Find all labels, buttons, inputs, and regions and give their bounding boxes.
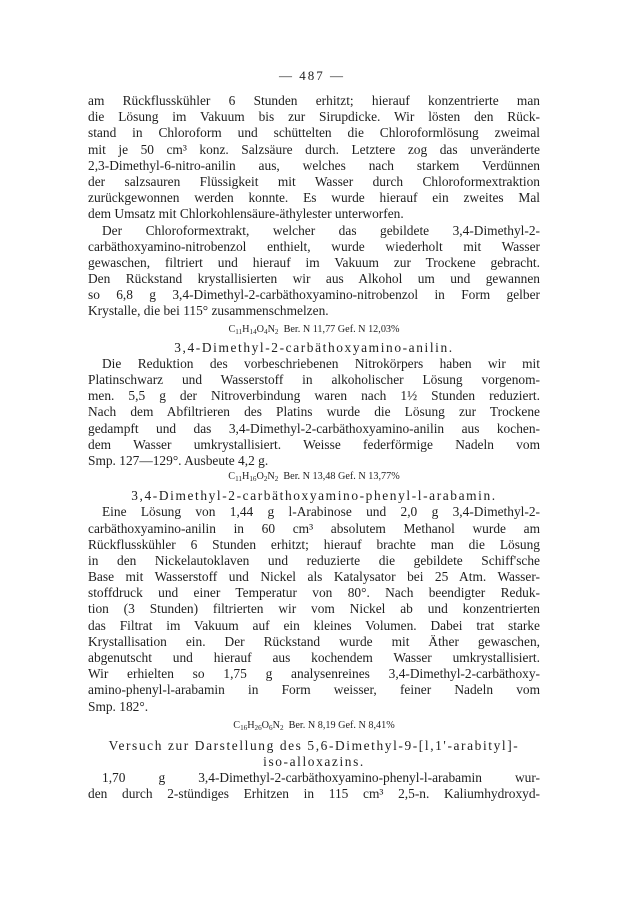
text-line: den durch 2-stündiges Erhitzen in 115 cm³ 2,5-n. Kaliumhydroxyd- [88, 786, 540, 802]
text-line: stoffdruck und einer Temperatur von 80°. Nach beendigter Reduk- [88, 585, 540, 601]
text-line: men. 5,5 g der Nitroverbindung waren nach 1½ Stunden reduziert. [88, 388, 540, 404]
text-line: Platinschwarz und Wasserstoff in alkoholischer Lösung vorgenom- [88, 372, 540, 387]
text-line: Krystallisation ein. Der Rückstand wurde mit Äther gewaschen, [88, 633, 540, 649]
text-line: dem Umsatz mit Chlorkohlensäure-äthylester unterworfen. [88, 206, 404, 222]
analysis-formula: $C_{11}H_{14}O_4N_2$ Ber. N 11,77 Gef. N 12,03% [228, 323, 400, 336]
analysis-formula: $C_{16}H_{26}O_6N_2$ Ber. N 8,19 Gef. N 8,41% [233, 719, 395, 732]
text-line: der salzsauren Flüssigkeit mit Wasser durch Chloroformextraktion [88, 173, 540, 189]
text-line: 2,3-Dimethyl-6-nitro-anilin aus, welches nach starkem Verdünnen [88, 157, 540, 173]
text-line: dem Wasser umkrystallisiert. Weisse federförmige Nadeln vom [88, 436, 540, 452]
text-line: Eine Lösung von 1,44 g l-Arabinose und 2,0 g 3,4-Dimethyl-2- [102, 504, 540, 520]
paragraph-continued [88, 93, 540, 223]
text-line: Base mit Wasserstoff und Nickel als Katalysator bei 25 Atm. Wasser- [88, 569, 540, 585]
text-line: carbäthoxyamino-anilin in 60 cm³ absolutem Methanol wurde am [88, 520, 540, 536]
text-line: das Filtrat im Vakuum auf ein kleines Volumen. Dabei trat starke [88, 617, 540, 633]
text-line: carbäthoxyamino-nitrobenzol enthielt, wurde wiederholt mit Wasser [88, 238, 540, 254]
text-line: tion (3 Stunden) filtrierten wir vom Nickel ab und konzentrierten [88, 601, 540, 617]
text-line: am Rückflusskühler 6 Stunden erhitzt; hierauf konzentrierte man [88, 93, 540, 108]
section-heading: 3,4-Dimethyl-2-carbäthoxyamino-phenyl-l-arabamin. [131, 488, 497, 504]
analysis-values: Ber. N 13,48 Gef. N 13,77% [283, 471, 400, 483]
text-line: Smp. 182°. [88, 698, 149, 714]
text-line: so 6,8 g 3,4-Dimethyl-2-carbäthoxyamino-nitrobenzol in Form gelber [88, 287, 540, 303]
text-line: Wir erhielten so 1,75 g analysenreines 3,4-Dimethyl-2-carbäthoxy- [88, 666, 540, 682]
text-line: zurückgewonnen werden konnte. Es wurde hierauf ein zweites Mal [88, 190, 540, 206]
text-line: Krystalle, die bei 115° zusammenschmelzen. [88, 303, 329, 319]
analysis-values: Ber. N 8,19 Gef. N 8,41% [288, 719, 395, 731]
text-line: Die Reduktion des vorbeschriebenen Nitrokörpers haben wir mit [102, 355, 540, 371]
analysis-values: Ber. N 11,77 Gef. N 12,03% [283, 323, 400, 335]
text-line: Rückflusskühler 6 Stunden erhitzt; hierauf brachte man die Lösung [88, 536, 540, 552]
paragraph [88, 356, 540, 469]
text-line: Der Chloroformextrakt, welcher das gebildete 3,4-Dimethyl-2- [102, 222, 540, 238]
text-line: stand in Chloroform und schüttelten die Chloroformlösung zweimal [88, 125, 540, 141]
text-line: in den Nickelautoklaven und reduzierte die gebildete Schiff'sche [88, 552, 540, 568]
text-line: Den Rückstand krystallisierten wir aus Alkohol um und gewannen [88, 271, 540, 287]
section-heading: Versuch zur Darstellung des 5,6-Dimethyl-9-[l,1'-arabityl]- [108, 737, 520, 753]
page-number: — 487 — [279, 68, 345, 83]
text-line: abgenutscht und hierauf aus kochendem Wasser umkrystallisiert. [88, 650, 540, 665]
text-line: die Lösung im Vakuum bis zur Sirupdicke. Wir lösten den Rück- [88, 109, 540, 125]
paragraph [88, 504, 540, 714]
section-heading: 3,4-Dimethyl-2-carbäthoxyamino-anilin. [174, 339, 454, 355]
text-line: gedampft und das 3,4-Dimethyl-2-carbäthoxyamino-anilin aus kochen- [88, 420, 540, 436]
text-line: gewaschen, filtriert und hierauf im Vakuum zur Trockene gebracht. [88, 254, 540, 270]
text-line: 1,70 g 3,4-Dimethyl-2-carbäthoxyamino-phenyl-l-arabamin wur- [102, 770, 540, 786]
paragraph [88, 770, 540, 802]
text-line: Smp. 127—129°. Ausbeute 4,2 g. [88, 452, 269, 468]
paragraph [88, 223, 540, 320]
analysis-formula: $C_{11}H_{16}O_2N_2$ Ber. N 13,48 Gef. N 13,77% [228, 471, 400, 484]
text-line: Nach dem Abfiltrieren des Platins wurde die Lösung zur Trockene [88, 404, 540, 420]
text-line: mit je 50 cm³ konz. Salzsäure durch. Letztere zog das unveränderte [88, 141, 540, 157]
text-line: amino-phenyl-l-arabamin in Form weisser, feiner Nadeln vom [88, 682, 540, 698]
section-heading-continued: iso-alloxazins. [263, 753, 365, 769]
body-text [88, 93, 540, 803]
